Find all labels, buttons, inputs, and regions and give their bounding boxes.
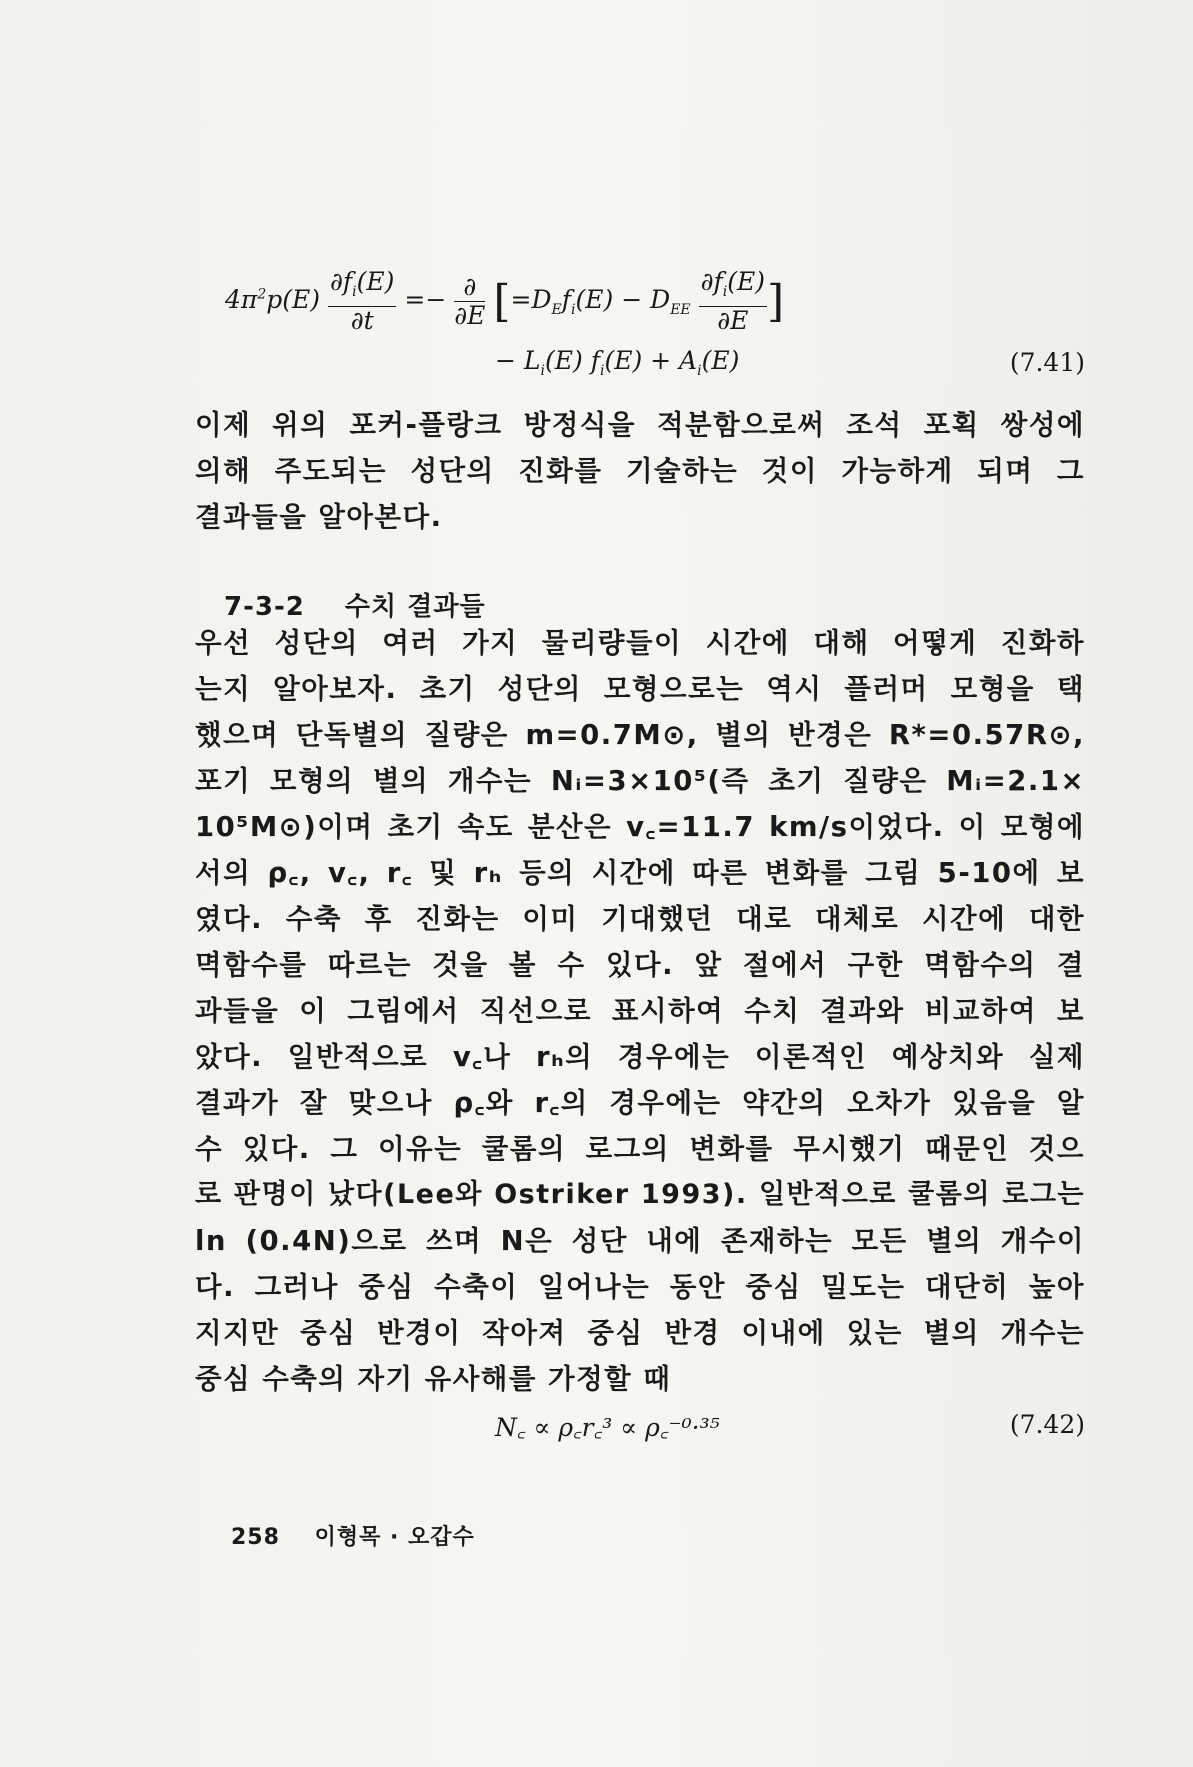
text-line: 이제 위의 포커-플랑크 방정식을 적분함으로써 조석 포획 쌍성에 [195, 409, 1085, 441]
text-line: 포기 모형의 별의 개수는 Nᵢ=3×10⁵(즉 초기 질량은 Mᵢ=2.1× [195, 765, 1085, 797]
equation-line-2: − $L_i(E) f_i(E) + A_i(E)$ [495, 346, 740, 379]
text-line: 중심 수축의 자기 유사해를 가정할 때 [195, 1363, 672, 1395]
equation-number-7-41: (7.41) [1009, 348, 1085, 377]
text-line: 지지만 중심 반경이 작아져 중심 반경 이내에 있는 별의 개수는 [195, 1317, 1085, 1349]
equation-7-42 [195, 1410, 1085, 1450]
section-heading [224, 586, 486, 623]
text-line: ln (0.4N)으로 쓰며 N은 성단 내에 존재하는 모든 별의 개수이 [195, 1225, 1085, 1257]
text-line: 서의 ρ꜀, v꜀, r꜀ 및 rₕ 등의 시간에 따른 변화를 그림 5-10에 보 [195, 857, 1085, 889]
page-footer [231, 1520, 475, 1551]
paragraph-2 [195, 620, 1085, 1402]
footer-authors: 이형목 · 오갑수 [314, 1525, 475, 1550]
equation-number-7-42: (7.42) [1009, 1410, 1085, 1439]
section-number: 7-3-2 [224, 592, 305, 622]
text-line: 의해 주도되는 성단의 진화를 기술하는 것이 가능하게 되며 그 [195, 455, 1085, 487]
section-title: 수치 결과들 [344, 592, 486, 622]
equation-7-41 [195, 268, 1085, 388]
text-line: 았다. 일반적으로 v꜀나 rₕ의 경우에는 이론적인 예상치와 실제 [195, 1041, 1085, 1073]
text-line: 결과가 잘 맞으나 ρ꜀와 r꜀의 경우에는 약간의 오차가 있음을 알 [195, 1087, 1085, 1119]
text-line: 우선 성단의 여러 가지 물리량들이 시간에 대해 어떻게 진화하 [195, 627, 1085, 659]
text-line: 멱함수를 따르는 것을 볼 수 있다. 앞 절에서 구한 멱함수의 결 [195, 949, 1085, 981]
text-line: 는지 알아보자. 초기 성단의 모형으로는 역시 플러머 모형을 택 [195, 673, 1085, 705]
text-line: 과들을 이 그림에서 직선으로 표시하여 수치 결과와 비교하여 보 [195, 995, 1085, 1027]
text-line: 했으며 단독별의 질량은 m=0.7M⊙, 별의 반경은 R*=0.57R⊙, [195, 719, 1085, 751]
equation-formula: N꜀ ∝ ρ꜀r꜀³ ∝ ρ꜀⁻⁰·³⁵ [495, 1413, 720, 1442]
text-line: 로 판명이 났다(Lee와 Ostriker 1993). 일반적으로 쿨롬의 로그는 [195, 1179, 1085, 1210]
text-line: 였다. 수축 후 진화는 이미 기대했던 대로 대체로 시간에 대한 [195, 903, 1085, 935]
page-number: 258 [231, 1525, 280, 1550]
equation-line-1: $4\pi^2p(E)$ $\frac{\partial f_i(E)}{\partial t}$ =− $\frac{\partial}{\partial E}$ [$=D_Ef_i(E) - D_{EE}$ $\frac{\partial f_i(E)}{\partial E}$ ] [225, 267, 785, 335]
text-line: 10⁵M⊙)이며 초기 속도 분산은 v꜀=11.7 km/s이었다. 이 모형에 [195, 811, 1085, 843]
text-line: 다. 그러나 중심 수축이 일어나는 동안 중심 밀도는 대단히 높아 [195, 1271, 1085, 1303]
text-line: 결과들을 알아본다. [195, 501, 443, 533]
paragraph-1 [195, 402, 1085, 540]
text-line: 수 있다. 그 이유는 쿨롬의 로그의 변화를 무시했기 때문인 것으 [195, 1133, 1085, 1165]
